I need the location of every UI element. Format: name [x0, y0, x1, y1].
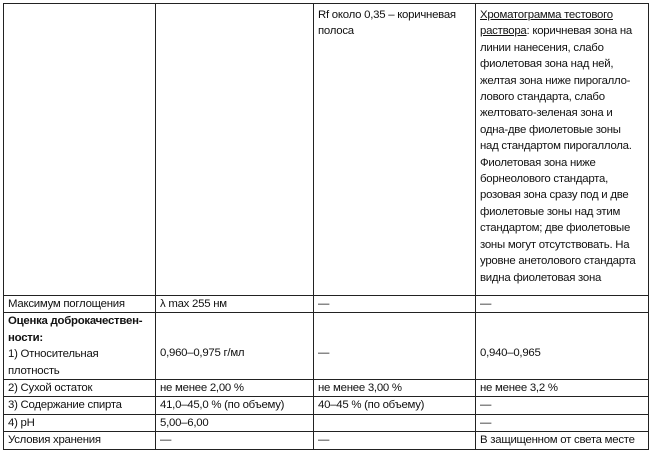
cell-alcohol-col4: — — [476, 397, 649, 414]
cell-quality-col3 — [314, 313, 476, 380]
chromatogram-line-0: : коричневая зона на — [526, 25, 632, 38]
cell-top-col3 — [314, 4, 476, 296]
density-label-1: 1) Относительная — [8, 348, 99, 361]
cell-quality-label — [4, 313, 156, 380]
cell-ph-col4: — — [476, 414, 649, 431]
density-label-2: плотность — [8, 364, 60, 377]
cell-dry-col4: не менее 3,2 % — [476, 380, 649, 397]
chromatogram-line-15: видна фиолетовая зона — [480, 271, 602, 284]
quality-heading-2: ности: — [8, 331, 43, 344]
table-row — [4, 397, 649, 414]
chromatogram-line-11: фиолетовые зоны над этим — [480, 205, 621, 218]
specification-table — [3, 3, 649, 450]
rf-line-1: Rf около 0,35 – коричневая — [318, 9, 456, 21]
rf-line-2: полоса — [318, 25, 354, 38]
table-row — [4, 432, 649, 449]
cell-storage-col3: — — [314, 432, 476, 449]
density-value-col2: 0,960–0,975 г/мл — [160, 347, 245, 360]
cell-top-col4 — [476, 4, 649, 296]
chromatogram-line-4: лового стандарта, слабо — [480, 91, 605, 104]
cell-top-col1 — [4, 4, 156, 296]
chromatogram-line-1: линии нанесения, слабо — [480, 41, 604, 54]
cell-storage-col4: В защищенном от света месте — [476, 432, 649, 449]
cell-ph-label: 4) pH — [4, 414, 156, 431]
table-row — [4, 296, 649, 313]
table-row — [4, 313, 649, 380]
density-value-col3: — — [318, 347, 330, 360]
chromatogram-line-2: фиолетовая зона над ней, — [480, 58, 614, 71]
table-row — [4, 4, 649, 296]
chromatogram-line-7: над стандартом пирогаллола. — [480, 140, 632, 153]
cell-storage-col2: — — [156, 432, 314, 449]
chromatogram-heading-2: раствора — [480, 25, 527, 38]
cell-alcohol-col3: 40–45 % (по объему) — [314, 397, 476, 414]
table-row — [4, 380, 649, 397]
cell-ph-col3 — [314, 414, 476, 431]
chromatogram-line-3: желтая зона ниже пирогалло- — [480, 74, 631, 87]
chromatogram-line-8: Фиолетовая зона ниже — [480, 156, 596, 169]
cell-absorption-col2: λ max 255 нм — [156, 296, 314, 313]
cell-absorption-label: Максимум поглощения — [4, 296, 156, 313]
table-row — [4, 414, 649, 431]
cell-dry-label: 2) Сухой остаток — [4, 380, 156, 397]
cell-dry-col3: не менее 3,00 % — [314, 380, 476, 397]
quality-heading-1: Оценка доброкачествен- — [8, 315, 143, 328]
chromatogram-heading-1: Хроматограмма тестового — [480, 9, 613, 21]
cell-absorption-col4: — — [476, 296, 649, 313]
density-value-col4: 0,940–0,965 — [480, 347, 541, 360]
cell-top-col2 — [156, 4, 314, 296]
chromatogram-line-5: желтовато-зеленая зона и — [480, 107, 613, 120]
cell-quality-col2 — [156, 313, 314, 380]
cell-ph-col2: 5,00–6,00 — [156, 414, 314, 431]
chromatogram-line-12: стандартом; две фиолетовые — [480, 222, 631, 235]
cell-absorption-col3: — — [314, 296, 476, 313]
cell-dry-col2: не менее 2,00 % — [156, 380, 314, 397]
cell-alcohol-col2: 41,0–45,0 % (по объему) — [156, 397, 314, 414]
cell-storage-label: Условия хранения — [4, 432, 156, 449]
chromatogram-line-9: борнеолового стандарта, — [480, 173, 608, 186]
chromatogram-line-6: одна-две фиолетовые зоны — [480, 123, 621, 136]
chromatogram-line-14: уровне анетолового стандарта — [480, 255, 636, 268]
chromatogram-line-13: зоны могут отсутствовать. На — [480, 238, 630, 251]
cell-quality-col4 — [476, 313, 649, 380]
chromatogram-line-10: розовая зона сразу под и две — [480, 189, 629, 202]
cell-alcohol-label: 3) Содержание спирта — [4, 397, 156, 414]
